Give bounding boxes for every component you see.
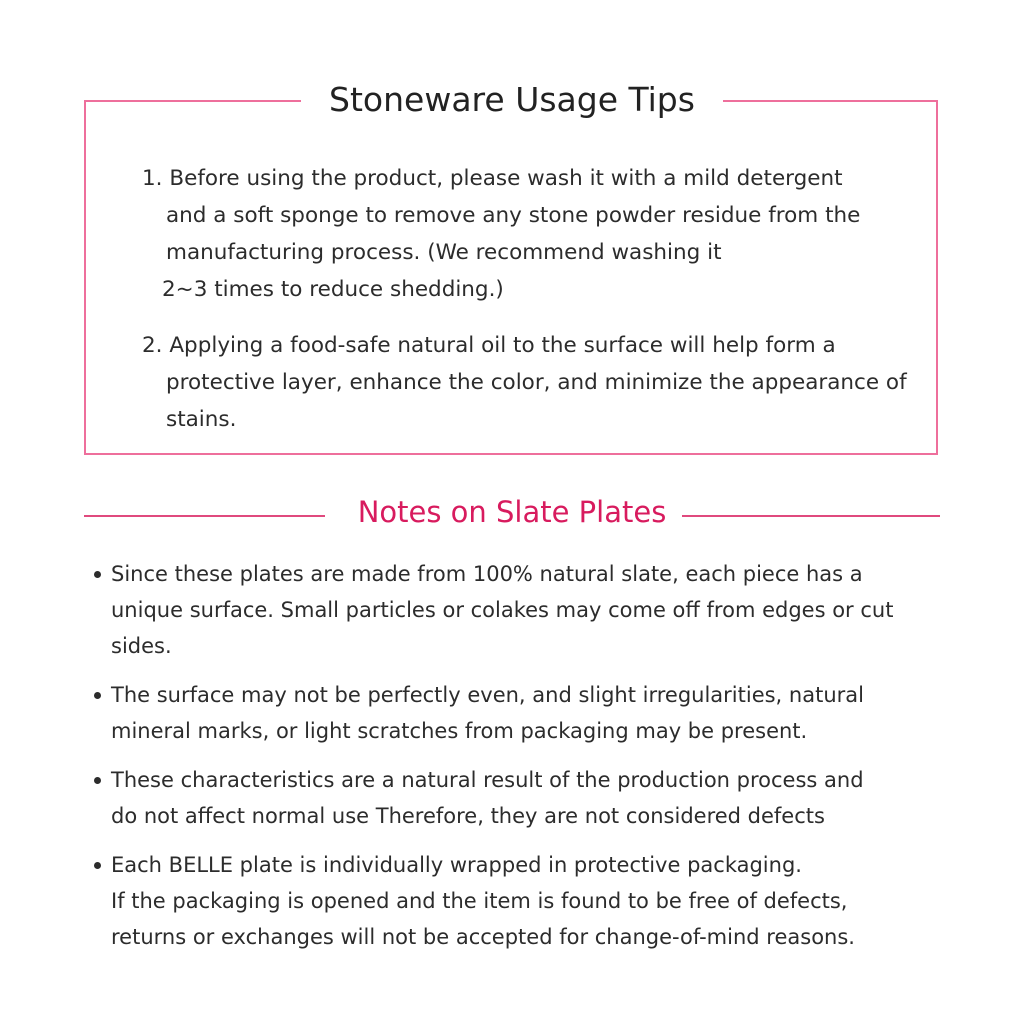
bullet-icon bbox=[94, 777, 101, 784]
notes-item bbox=[92, 677, 892, 749]
tips-item-line: and a soft sponge to remove any stone powder residue from the bbox=[166, 203, 861, 228]
notes-item-line: If the packaging is opened and the item is found to be free of defects, bbox=[111, 889, 848, 913]
bullet-icon bbox=[94, 862, 101, 869]
tips-item bbox=[142, 160, 902, 308]
tips-item-line: 1. Before using the product, please wash it with a mild detergent bbox=[142, 166, 843, 191]
notes-item-line: These characteristics are a natural result of the production process and bbox=[111, 768, 864, 792]
notes-item-line: The surface may not be perfectly even, and slight irregularities, natural bbox=[111, 683, 864, 707]
notes-item-line: returns or exchanges will not be accepted for change-of-mind reasons. bbox=[111, 925, 855, 949]
tips-list bbox=[142, 160, 907, 457]
tips-title: Stoneware Usage Tips bbox=[301, 78, 723, 122]
notes-item-line: unique surface. Small particles or colakes may come off from edges or cut bbox=[111, 598, 894, 622]
bullet-icon bbox=[94, 692, 101, 699]
heading-rule-right bbox=[682, 515, 940, 517]
tips-item-line: protective layer, enhance the color, and minimize the appearance of bbox=[166, 370, 907, 395]
notes-item-line: mineral marks, or light scratches from packaging may be present. bbox=[111, 719, 808, 743]
notes-item-line: sides. bbox=[111, 634, 172, 658]
notes-item bbox=[92, 556, 892, 664]
tips-item bbox=[142, 327, 907, 438]
notes-item-line: do not affect normal use Therefore, they are not considered defects bbox=[111, 804, 825, 828]
notes-heading bbox=[84, 492, 940, 538]
tips-item-line: 2. Applying a food-safe natural oil to the surface will help form a bbox=[142, 333, 836, 358]
bullet-icon bbox=[94, 571, 101, 578]
tips-item-line: manufacturing process. (We recommend washing it bbox=[166, 240, 722, 265]
tips-item-line: 2~3 times to reduce shedding.) bbox=[162, 277, 504, 302]
notes-item-line: Each BELLE plate is individually wrapped in protective packaging. bbox=[111, 853, 802, 877]
tips-title-wrap bbox=[0, 78, 1024, 122]
tips-item-line: stains. bbox=[166, 407, 237, 432]
notes-item bbox=[92, 762, 892, 834]
notes-title: Notes on Slate Plates bbox=[357, 495, 667, 529]
notes-item bbox=[92, 847, 892, 955]
notes-item-line: Since these plates are made from 100% natural slate, each piece has a bbox=[111, 562, 863, 586]
notes-list bbox=[92, 556, 892, 968]
